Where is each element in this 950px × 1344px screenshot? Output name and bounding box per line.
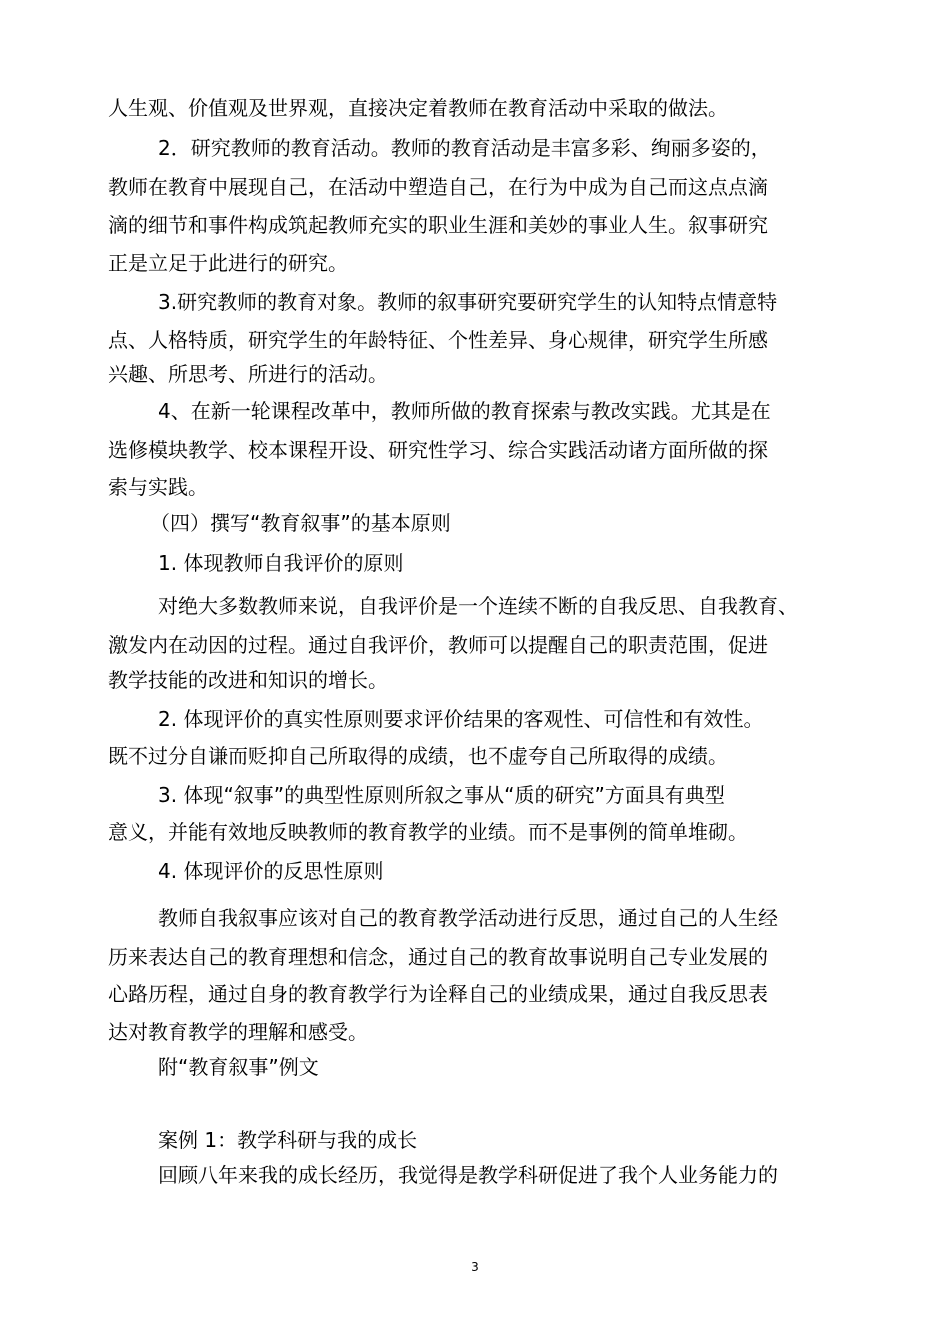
appendix-heading: 附“教育叙事”例文: [158, 1055, 319, 1079]
text-line: 历来表达自己的教育理想和信念，通过自己的教育故事说明自己专业发展的: [108, 945, 768, 969]
text-line: 4、在新一轮课程改革中，教师所做的教育探索与教改实践。尤其是在: [158, 399, 771, 423]
principle-heading: 1. 体现教师自我评价的原则: [158, 551, 404, 575]
text-line: 人生观、价值观及世界观，直接决定着教师在教育活动中采取的做法。: [108, 96, 728, 120]
text-line: 3. 体现“叙事”的典型性原则所叙之事从“质的研究”方面具有典型: [158, 783, 725, 807]
text-line: 2. 体现评价的真实性原则要求评价结果的客观性、可信性和有效性。: [158, 707, 764, 731]
text-line: 点、人格特质，研究学生的年龄特征、个性差异、身心规律，研究学生所感: [108, 328, 768, 352]
text-line: 3.研究教师的教育对象。教师的叙事研究要研究学生的认知特点情意特: [158, 290, 778, 314]
text-line: 既不过分自谦而贬抑自己所取得的成绩，也不虚夸自己所取得的成绩。: [108, 744, 728, 768]
text-line: 意义，并能有效地反映教师的教育教学的业绩。而不是事例的简单堆砌。: [108, 820, 748, 844]
text-line: 2．研究教师的教育活动。教师的教育活动是丰富多彩、绚丽多姿的，: [158, 136, 771, 160]
text-line: 兴趣、所思考、所进行的活动。: [108, 362, 388, 386]
text-line: 滴的细节和事件构成筑起教师充实的职业生涯和美妙的事业人生。叙事研究: [108, 213, 768, 237]
text-line: 回顾八年来我的成长经历，我觉得是教学科研促进了我个人业务能力的: [158, 1163, 778, 1187]
text-line: 选修模块教学、校本课程开设、研究性学习、综合实践活动诸方面所做的探: [108, 438, 768, 462]
text-line: 对绝大多数教师来说，自我评价是一个连续不断的自我反思、自我教育、: [158, 594, 798, 618]
text-line: 教师自我叙事应该对自己的教育教学活动进行反思，通过自己的人生经: [158, 906, 778, 930]
text-line: 索与实践。: [108, 475, 208, 499]
text-line: 正是立足于此进行的研究。: [108, 251, 348, 275]
text-line: 教师在教育中展现自己，在活动中塑造自己，在行为中成为自己而这点点滴: [108, 175, 768, 199]
principle-heading: 4. 体现评价的反思性原则: [158, 859, 384, 883]
section-heading: （四）撰写“教育叙事”的基本原则: [150, 511, 451, 535]
text-line: 心路历程，通过自身的教育教学行为诠释自己的业绩成果，通过自我反思表: [108, 982, 768, 1006]
text-line: 达对教育教学的理解和感受。: [108, 1020, 368, 1044]
text-line: 教学技能的改进和知识的增长。: [108, 668, 388, 692]
text-line: 激发内在动因的过程。通过自我评价，教师可以提醒自己的职责范围，促进: [108, 633, 768, 657]
case-title: 案例 1：教学科研与我的成长: [158, 1128, 418, 1152]
page-number: 3: [471, 1260, 479, 1274]
